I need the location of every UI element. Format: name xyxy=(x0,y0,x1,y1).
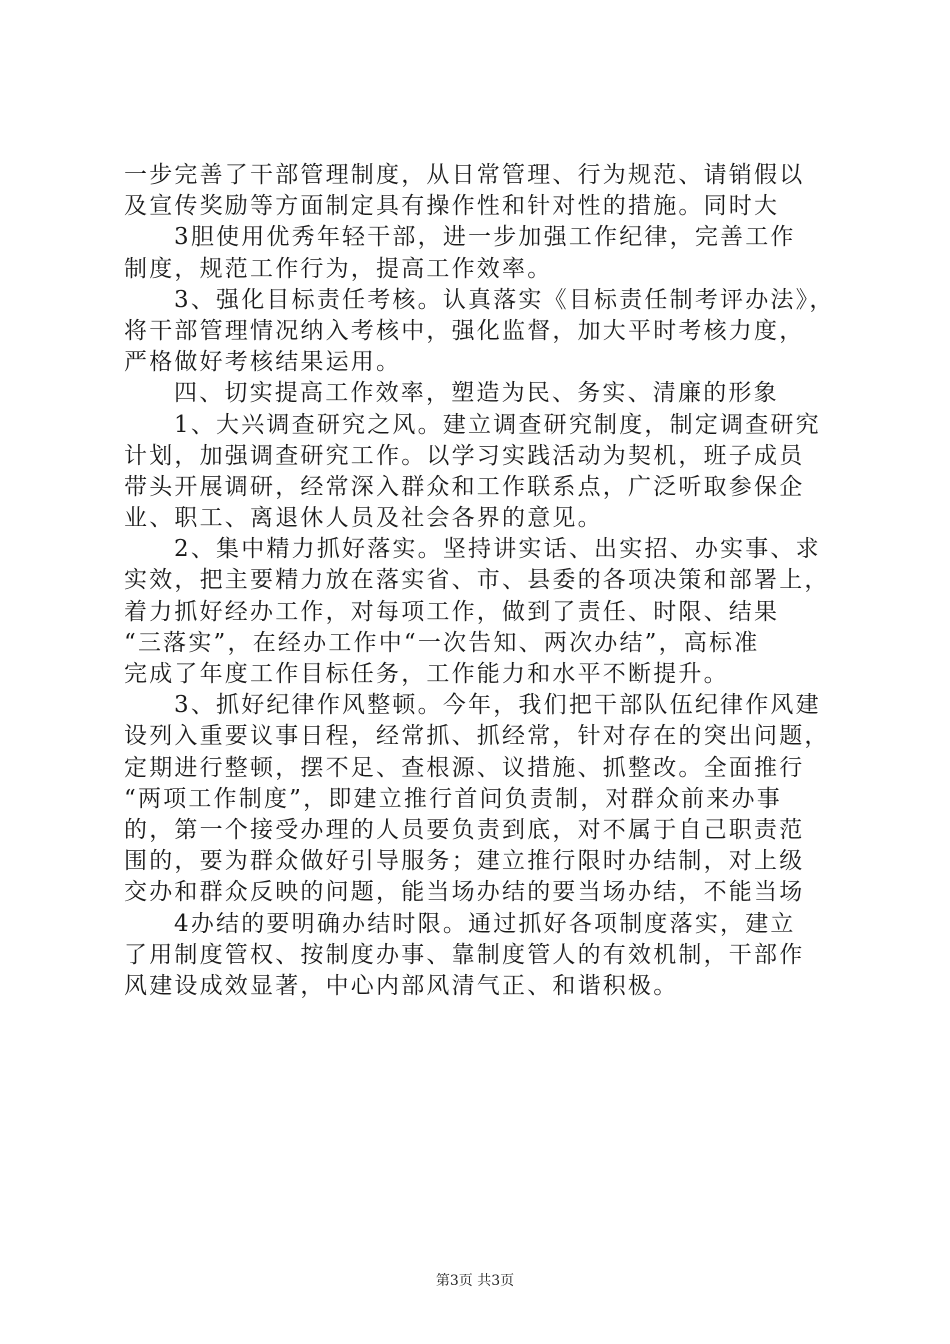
text-line: 一步完善了干部管理制度，从日常管理、行为规范、请销假以 xyxy=(124,162,805,188)
page-footer: 第3页 共3页 xyxy=(435,1273,515,1289)
text-line: 将干部管理情况纳入考核中，强化监督，加大平时考核力度， xyxy=(124,317,805,344)
text-line: 围的，要为群众做好引导服务；建立推行限时办结制，对上级 xyxy=(124,848,805,875)
text-line: 定期进行整顿，摆不足、查根源、议措施、抓整改。全面推行 xyxy=(124,754,805,781)
text-line: 设列入重要议事日程，经常抓、抓经常，针对存在的突出问题， xyxy=(124,723,830,750)
text-line: 完成了年度工作目标任务，工作能力和水平不断提升。 xyxy=(124,661,729,687)
document-body xyxy=(124,160,844,1002)
text-line: 计划，加强调查研究工作。以学习实践活动为契机，班子成员 xyxy=(124,442,805,469)
text-line: 3胆使用优秀年轻干部，进一步加强工作纪律，完善工作 xyxy=(174,224,796,251)
text-line: 的，第一个接受办理的人员要负责到底，对不属于自己职责范 xyxy=(124,816,805,843)
text-line: 4办结的要明确办结时限。通过抓好各项制度落实，建立 xyxy=(174,910,796,937)
text-line: 2、集中精力抓好落实。坚持讲实话、出实招、办实事、求 xyxy=(174,536,821,563)
text-line: “两项工作制度”，即建立推行首问负责制，对群众前来办事 xyxy=(124,785,782,812)
text-line: 四、切实提高工作效率，塑造为民、务实、清廉的形象 xyxy=(174,380,779,407)
text-line: 风建设成效显著，中心内部风清气正、和谐积极。 xyxy=(124,972,679,999)
text-line: 3、抓好纪律作风整顿。今年，我们把干部队伍纪律作风建 xyxy=(174,692,821,719)
text-line: “三落实”，在经办工作中“一次告知、两次办结”，高标准 xyxy=(124,629,760,656)
text-line: 着力抓好经办工作，对每项工作，做到了责任、时限、结果 xyxy=(124,598,780,625)
text-line: 了用制度管权、按制度办事、靠制度管人的有效机制，干部作 xyxy=(124,941,805,968)
text-line: 业、职工、离退休人员及社会各界的意见。 xyxy=(124,505,603,532)
text-line: 带头开展调研，经常深入群众和工作联系点，广泛听取参保企 xyxy=(124,473,805,500)
text-line: 及宣传奖励等方面制定具有操作性和针对性的措施。同时大 xyxy=(124,193,780,220)
text-line: 实效，把主要精力放在落实省、市、县委的各项决策和部署上， xyxy=(124,567,830,594)
text-line: 制度，规范工作行为，提高工作效率。 xyxy=(124,255,553,282)
text-line: 严格做好考核结果运用。 xyxy=(124,349,402,376)
text-line: 3、强化目标责任考核。认真落实《目标责任制考评办法》， xyxy=(174,286,835,313)
text-line: 交办和群众反映的问题，能当场办结的要当场办结，不能当场 xyxy=(124,879,805,906)
text-line: 1、大兴调查研究之风。建立调查研究制度，制定调查研究 xyxy=(174,411,821,438)
